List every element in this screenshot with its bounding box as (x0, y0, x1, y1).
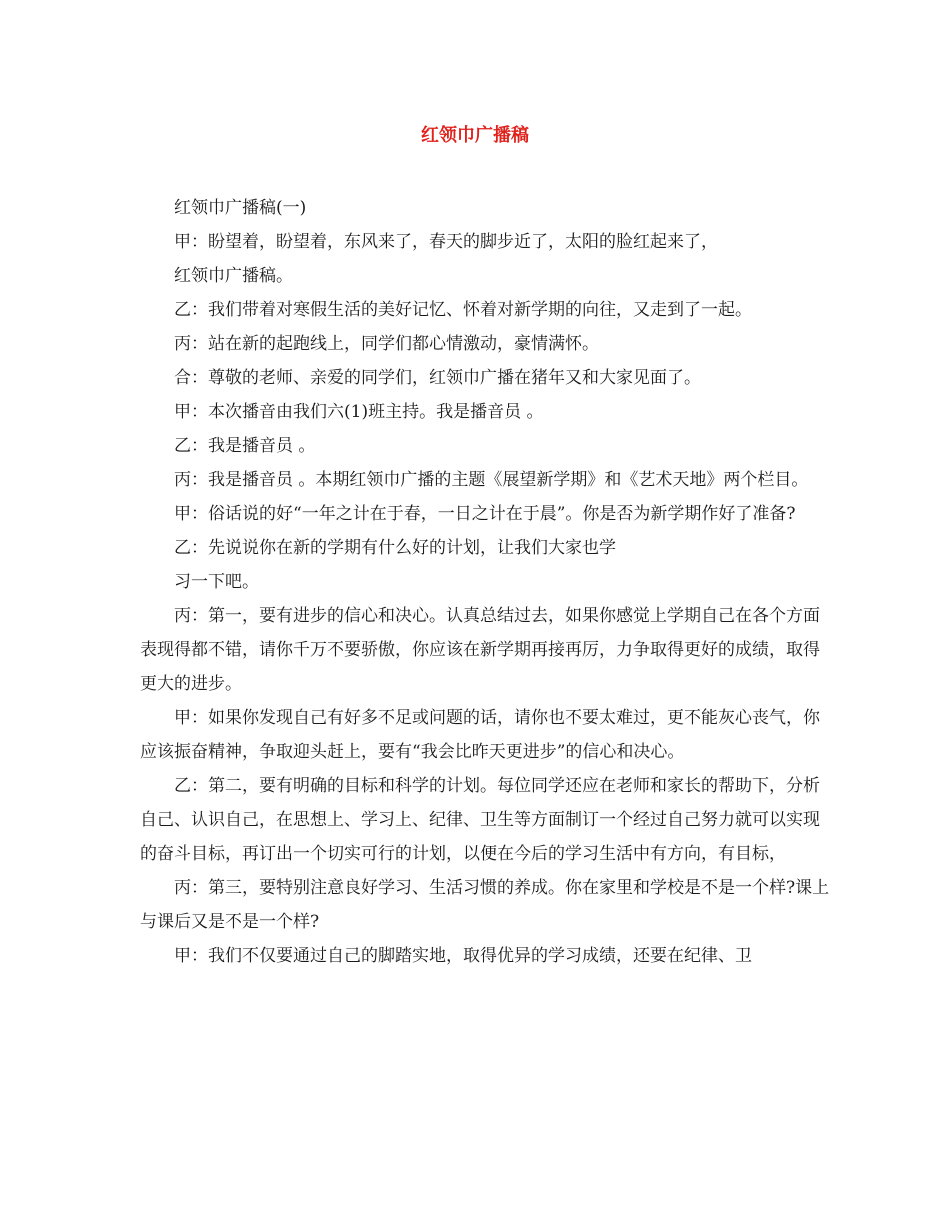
paragraph: 甲：盼望着，盼望着，东风来了，春天的脚步近了，太阳的脸红起来了， (174, 232, 718, 252)
paragraph: 乙：我们带着对寒假生活的美好记忆、怀着对新学期的向往，又走到了一起。 (174, 300, 752, 320)
paragraph: 甲：如果你发现自己有好多不足或问题的话，请你也不要太难过，更不能灰心丧气，你应该振奋精神，争取迎头赶上，要有“我会比昨天更进步”的信心和决心。 (140, 708, 820, 762)
paragraph: 甲：俗话说的好“一年之计在于春，一日之计在于晨”。你是否为新学期作好了准备? (174, 504, 796, 524)
paragraph: 甲：本次播音由我们六(1)班主持。我是播音员 。 (174, 402, 544, 422)
paragraph: 乙：先说说你在新的学期有什么好的计划，让我们大家也学 (174, 538, 616, 558)
paragraph: 红领巾广播稿(一) (174, 198, 307, 218)
paragraph: 丙：第一，要有进步的信心和决心。认真总结过去，如果你感觉上学期自己在各个方面表现得都不错，请你千万不要骄傲，你应该在新学期再接再厉，力争取得更好的成绩，取得更大的进步。 (140, 606, 820, 694)
paragraph: 习一下吧。 (174, 572, 259, 592)
paragraph: 丙：站在新的起跑线上，同学们都心情激动，豪情满怀。 (174, 334, 599, 354)
paragraph: 乙：我是播音员 。 (174, 436, 316, 456)
paragraph: 甲：我们不仅要通过自己的脚踏实地，取得优异的学习成绩，还要在纪律、卫 (174, 946, 752, 966)
paragraph: 丙：我是播音员 。本期红领巾广播的主题《展望新学期》和《艺术天地》两个栏目。 (174, 470, 809, 490)
document-body (140, 191, 830, 973)
document-title: 红领巾广播稿 (421, 125, 529, 146)
paragraph: 丙：第三，要特别注意良好学习、生活习惯的养成。你在家里和学校是不是一个样?课上与课后又是不是一个样? (140, 878, 830, 932)
paragraph: 合：尊敬的老师、亲爱的同学们，红领巾广播在猪年又和大家见面了。 (174, 368, 701, 388)
paragraph: 乙：第二，要有明确的目标和科学的计划。每位同学还应在老师和家长的帮助下，分析自己、认识自己，在思想上、学习上、纪律、卫生等方面制订一个经过自己努力就可以实现的奋斗目标，再订出一个切实可行的计划，以便在今后的学习生活中有方向，有目标， (140, 776, 820, 864)
paragraph: 红领巾广播稿。 (174, 266, 293, 286)
